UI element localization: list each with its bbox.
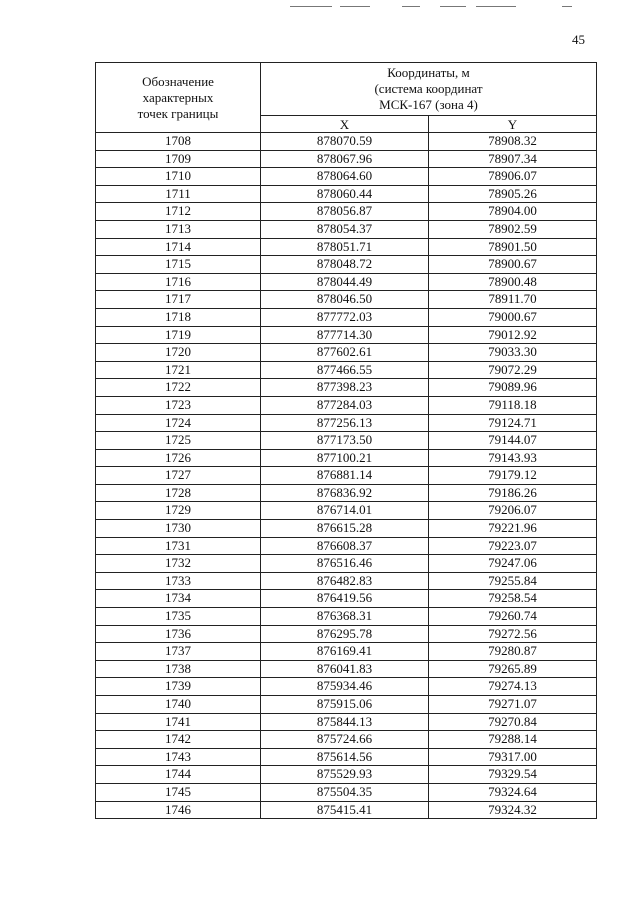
table-row [96,361,597,379]
point-id-cell: 1745 [96,783,261,801]
table-header [96,63,597,133]
point-id-cell: 1716 [96,273,261,291]
point-id-cell: 1710 [96,168,261,186]
y-coordinate-cell: 78901.50 [429,238,597,256]
x-coordinate-cell: 878048.72 [261,256,429,274]
x-coordinate-cell: 875724.66 [261,731,429,749]
x-coordinate-cell: 875529.93 [261,766,429,784]
x-coordinate-cell: 877602.61 [261,344,429,362]
y-coordinate-cell: 79012.92 [429,326,597,344]
scan-artifact-marks [290,6,590,10]
table-row [96,713,597,731]
point-id-cell: 1715 [96,256,261,274]
y-coordinate-cell: 78902.59 [429,220,597,238]
table-row [96,572,597,590]
x-coordinate-cell: 875614.56 [261,748,429,766]
coordinates-header [261,63,597,116]
point-id-cell: 1718 [96,308,261,326]
x-coordinate-cell: 876169.41 [261,643,429,661]
table-row [96,590,597,608]
x-column-header: X [261,116,429,133]
y-coordinate-cell: 79118.18 [429,396,597,414]
point-id-cell: 1713 [96,220,261,238]
point-id-cell: 1719 [96,326,261,344]
y-coordinate-cell: 79288.14 [429,731,597,749]
y-coordinate-cell: 79260.74 [429,608,597,626]
y-coordinate-cell: 79223.07 [429,537,597,555]
table-row [96,291,597,309]
x-coordinate-cell: 876836.92 [261,484,429,502]
x-coordinate-cell: 875934.46 [261,678,429,696]
x-coordinate-cell: 877256.13 [261,414,429,432]
table-row [96,185,597,203]
y-coordinate-cell: 79143.93 [429,449,597,467]
x-coordinate-cell: 876608.37 [261,537,429,555]
x-coordinate-cell: 878067.96 [261,150,429,168]
point-id-cell: 1721 [96,361,261,379]
point-id-cell: 1742 [96,731,261,749]
y-coordinate-cell: 79274.13 [429,678,597,696]
y-coordinate-cell: 79186.26 [429,484,597,502]
table-row [96,449,597,467]
x-coordinate-cell: 875915.06 [261,696,429,714]
table-row [96,326,597,344]
table-row [96,748,597,766]
coords-header-line: (система координат [374,81,483,96]
point-header-line: точек границы [137,105,219,121]
y-coordinate-cell: 79329.54 [429,766,597,784]
x-coordinate-cell: 878051.71 [261,238,429,256]
y-coordinate-cell: 78907.34 [429,150,597,168]
point-id-cell: 1708 [96,133,261,151]
point-id-cell: 1731 [96,537,261,555]
y-coordinate-cell: 78908.32 [429,133,597,151]
x-coordinate-cell: 876516.46 [261,555,429,573]
y-coordinate-cell: 79272.56 [429,625,597,643]
table-row [96,520,597,538]
point-id-cell: 1741 [96,713,261,731]
table-row [96,256,597,274]
point-id-cell: 1728 [96,484,261,502]
table-row [96,625,597,643]
y-coordinate-cell: 78900.67 [429,256,597,274]
point-id-cell: 1723 [96,396,261,414]
table-row [96,502,597,520]
x-coordinate-cell: 876615.28 [261,520,429,538]
y-coordinate-cell: 79265.89 [429,660,597,678]
y-coordinate-cell: 79324.64 [429,783,597,801]
page-number: 45 [572,32,585,47]
x-coordinate-cell: 876482.83 [261,572,429,590]
x-coordinate-cell: 876714.01 [261,502,429,520]
point-id-cell: 1724 [96,414,261,432]
point-id-cell: 1717 [96,291,261,309]
table-row [96,238,597,256]
table-row [96,432,597,450]
y-coordinate-cell: 79089.96 [429,379,597,397]
x-coordinate-cell: 877100.21 [261,449,429,467]
point-id-cell: 1732 [96,555,261,573]
y-coordinate-cell: 78905.26 [429,185,597,203]
point-id-cell: 1738 [96,660,261,678]
table-row [96,660,597,678]
point-id-cell: 1709 [96,150,261,168]
y-coordinate-cell: 79270.84 [429,713,597,731]
table-row [96,801,597,819]
x-coordinate-cell: 877173.50 [261,432,429,450]
y-coordinate-cell: 78906.07 [429,168,597,186]
y-coordinate-cell: 79317.00 [429,748,597,766]
point-id-cell: 1736 [96,625,261,643]
table-row [96,344,597,362]
table-row [96,608,597,626]
y-coordinate-cell: 79324.32 [429,801,597,819]
table-row [96,220,597,238]
point-id-cell: 1711 [96,185,261,203]
point-id-cell: 1733 [96,572,261,590]
table-body [96,133,597,819]
table-row [96,203,597,221]
y-coordinate-cell: 79072.29 [429,361,597,379]
x-coordinate-cell: 878070.59 [261,133,429,151]
y-coordinate-cell: 78904.00 [429,203,597,221]
table-row [96,308,597,326]
table-row [96,150,597,168]
y-column-header: Y [429,116,597,133]
table-row [96,484,597,502]
coords-header-line: Координаты, м [387,65,470,80]
point-designation-header [96,63,261,133]
point-id-cell: 1725 [96,432,261,450]
x-coordinate-cell: 876881.14 [261,467,429,485]
table-row [96,133,597,151]
table-row [96,414,597,432]
point-id-cell: 1739 [96,678,261,696]
table-row [96,467,597,485]
y-coordinate-cell: 79280.87 [429,643,597,661]
x-coordinate-cell: 877284.03 [261,396,429,414]
x-coordinate-cell: 877466.55 [261,361,429,379]
y-coordinate-cell: 79033.30 [429,344,597,362]
point-id-cell: 1730 [96,520,261,538]
table-row [96,555,597,573]
table-row [96,273,597,291]
x-coordinate-cell: 878060.44 [261,185,429,203]
x-coordinate-cell: 878056.87 [261,203,429,221]
x-coordinate-cell: 877398.23 [261,379,429,397]
table-row [96,696,597,714]
point-id-cell: 1727 [96,467,261,485]
table-row [96,168,597,186]
table-row [96,731,597,749]
x-coordinate-cell: 878064.60 [261,168,429,186]
y-coordinate-cell: 79255.84 [429,572,597,590]
y-coordinate-cell: 79258.54 [429,590,597,608]
point-id-cell: 1737 [96,643,261,661]
y-coordinate-cell: 78911.70 [429,291,597,309]
point-id-cell: 1720 [96,344,261,362]
y-coordinate-cell: 79247.06 [429,555,597,573]
x-coordinate-cell: 876368.31 [261,608,429,626]
x-coordinate-cell: 875844.13 [261,713,429,731]
x-coordinate-cell: 876041.83 [261,660,429,678]
y-coordinate-cell: 79221.96 [429,520,597,538]
point-id-cell: 1714 [96,238,261,256]
point-header-line: Обозначение [142,73,214,89]
point-id-cell: 1722 [96,379,261,397]
point-header-line: характерных [142,89,214,105]
table-row [96,643,597,661]
x-coordinate-cell: 877772.03 [261,308,429,326]
point-id-cell: 1746 [96,801,261,819]
x-coordinate-cell: 876419.56 [261,590,429,608]
x-coordinate-cell: 878044.49 [261,273,429,291]
y-coordinate-cell: 79124.71 [429,414,597,432]
coordinates-table [95,62,597,819]
y-coordinate-cell: 79206.07 [429,502,597,520]
table-row [96,766,597,784]
table-row [96,783,597,801]
table-row [96,537,597,555]
point-id-cell: 1734 [96,590,261,608]
x-coordinate-cell: 878054.37 [261,220,429,238]
point-id-cell: 1743 [96,748,261,766]
coords-header-line: МСК-167 (зона 4) [379,97,478,112]
y-coordinate-cell: 79000.67 [429,308,597,326]
point-id-cell: 1744 [96,766,261,784]
x-coordinate-cell: 877714.30 [261,326,429,344]
y-coordinate-cell: 79179.12 [429,467,597,485]
point-id-cell: 1712 [96,203,261,221]
y-coordinate-cell: 79144.07 [429,432,597,450]
table-row [96,379,597,397]
x-coordinate-cell: 875504.35 [261,783,429,801]
point-id-cell: 1735 [96,608,261,626]
table-row [96,396,597,414]
point-id-cell: 1729 [96,502,261,520]
table-row [96,678,597,696]
x-coordinate-cell: 876295.78 [261,625,429,643]
x-coordinate-cell: 878046.50 [261,291,429,309]
y-coordinate-cell: 78900.48 [429,273,597,291]
x-coordinate-cell: 875415.41 [261,801,429,819]
point-id-cell: 1726 [96,449,261,467]
y-coordinate-cell: 79271.07 [429,696,597,714]
point-id-cell: 1740 [96,696,261,714]
